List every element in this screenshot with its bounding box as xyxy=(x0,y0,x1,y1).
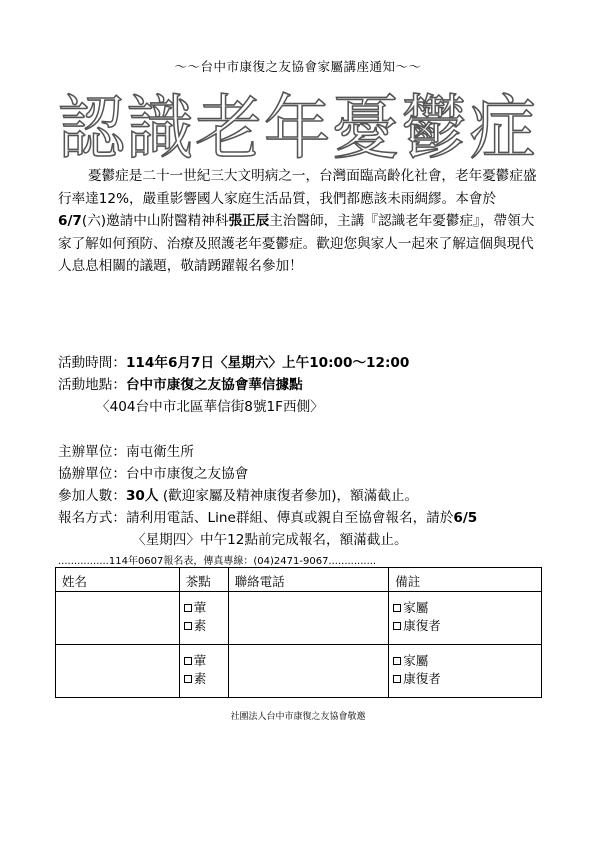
note-family-label: 家屬 xyxy=(403,653,429,668)
tea-meat-label: 葷 xyxy=(193,600,207,615)
co-host-row xyxy=(58,463,477,485)
host-label: 主辦單位： xyxy=(58,444,126,460)
intro-date: 6/7 xyxy=(58,213,82,229)
checkbox-icon[interactable] xyxy=(393,675,401,683)
attendance-note: (歡迎家屬及精神康復者參加)，額滿截止。 xyxy=(162,488,419,504)
co-host-label: 協辦單位： xyxy=(58,466,126,482)
event-address: 〈404台中市北區華信街8號1F西側〉 xyxy=(96,399,324,415)
note-family-label: 家屬 xyxy=(403,600,429,615)
tea-meat-label: 葷 xyxy=(193,653,207,668)
phone-field[interactable] xyxy=(228,645,389,698)
attendance-label: 參加人數： xyxy=(58,488,126,504)
note-family-option[interactable] xyxy=(393,599,537,617)
event-place-row xyxy=(58,374,409,396)
page-title xyxy=(55,88,541,164)
tea-meat-option[interactable] xyxy=(184,599,224,617)
phone-field[interactable] xyxy=(228,592,389,645)
host-row xyxy=(58,441,477,463)
checkbox-icon[interactable] xyxy=(393,604,401,612)
event-place-label: 活動地點： xyxy=(58,377,126,393)
checkbox-icon[interactable] xyxy=(184,622,192,630)
signup-text: 請利用電話、Line群組、傳真或親自至協會報名，請於 xyxy=(125,510,454,526)
header-tea: 茶點 xyxy=(179,568,228,592)
form-header-row xyxy=(56,568,542,592)
cut-line: ................114年0607報名表，傳真專線：(04)2471-9067............... xyxy=(58,556,377,567)
tea-veg-label: 素 xyxy=(193,618,207,633)
intro-text-3: 主治醫師，主講『認識老年憂鬱症』，帶領大家了解如何預防、治療及照護老年憂鬱症。歡迎您與家人一起來了解這個與現代人息息相關的議題，敬請踴躍報名參加！ xyxy=(58,213,535,274)
note-cell xyxy=(389,645,542,698)
note-recovered-label: 康復者 xyxy=(403,618,441,633)
registration-form xyxy=(55,567,542,698)
tea-cell xyxy=(179,592,228,645)
checkbox-icon[interactable] xyxy=(393,622,401,630)
attendance-row xyxy=(58,485,477,507)
note-cell xyxy=(389,592,542,645)
notice-heading: ～～台中市康復之友協會家屬講座通知～～ xyxy=(174,59,422,74)
form-row xyxy=(56,645,542,698)
header-name: 姓名 xyxy=(56,568,180,592)
name-field[interactable] xyxy=(56,592,180,645)
intro-paragraph xyxy=(58,165,538,278)
host-value: 南屯衛生所 xyxy=(125,444,194,460)
note-family-option[interactable] xyxy=(393,652,537,670)
event-info xyxy=(58,352,409,418)
signup-row xyxy=(58,507,477,529)
attendance-value: 30人 xyxy=(125,488,159,504)
intro-text-2: (六)邀請中山附醫精神科 xyxy=(81,213,229,229)
signup-row-2: 〈星期四〉中午12點前完成報名，額滿截止。 xyxy=(132,532,408,548)
note-recovered-label: 康復者 xyxy=(403,671,441,686)
header-phone: 聯絡電話 xyxy=(228,568,389,592)
checkbox-icon[interactable] xyxy=(184,604,192,612)
signup-deadline: 6/5 xyxy=(453,510,478,526)
intro-text-1: 憂鬱症是二十一世紀三大文明病之一，台灣面臨高齡化社會，老年憂鬱症盛行率達12%，嚴重影響國人家庭生活品質，我們都應該未雨綢繆。本會於 xyxy=(58,168,537,207)
co-host-value: 台中市康復之友協會 xyxy=(125,466,249,482)
signup-label: 報名方式： xyxy=(58,510,126,526)
footer-signature: 社團法人台中市康復之友協會敬邀 xyxy=(230,712,366,722)
tea-veg-label: 素 xyxy=(193,671,207,686)
event-time-value: 114年6月7日〈星期六〉上午10:00～12:00 xyxy=(125,355,410,371)
tea-veg-option[interactable] xyxy=(184,617,224,635)
organizer-info xyxy=(58,441,477,551)
header-note: 備註 xyxy=(389,568,542,592)
checkbox-icon[interactable] xyxy=(184,657,192,665)
tea-veg-option[interactable] xyxy=(184,670,224,688)
tea-cell xyxy=(179,645,228,698)
checkbox-icon[interactable] xyxy=(393,657,401,665)
page-title-text: 認識老年憂鬱症 xyxy=(58,91,538,164)
doctor-name: 張正辰 xyxy=(228,213,270,229)
name-field[interactable] xyxy=(56,645,180,698)
note-recovered-option[interactable] xyxy=(393,617,537,635)
checkbox-icon[interactable] xyxy=(184,675,192,683)
tea-meat-option[interactable] xyxy=(184,652,224,670)
event-time-row xyxy=(58,352,409,374)
event-time-label: 活動時間： xyxy=(58,355,126,371)
note-recovered-option[interactable] xyxy=(393,670,537,688)
event-place-value: 台中市康復之友協會華信據點 xyxy=(125,377,303,393)
form-row xyxy=(56,592,542,645)
